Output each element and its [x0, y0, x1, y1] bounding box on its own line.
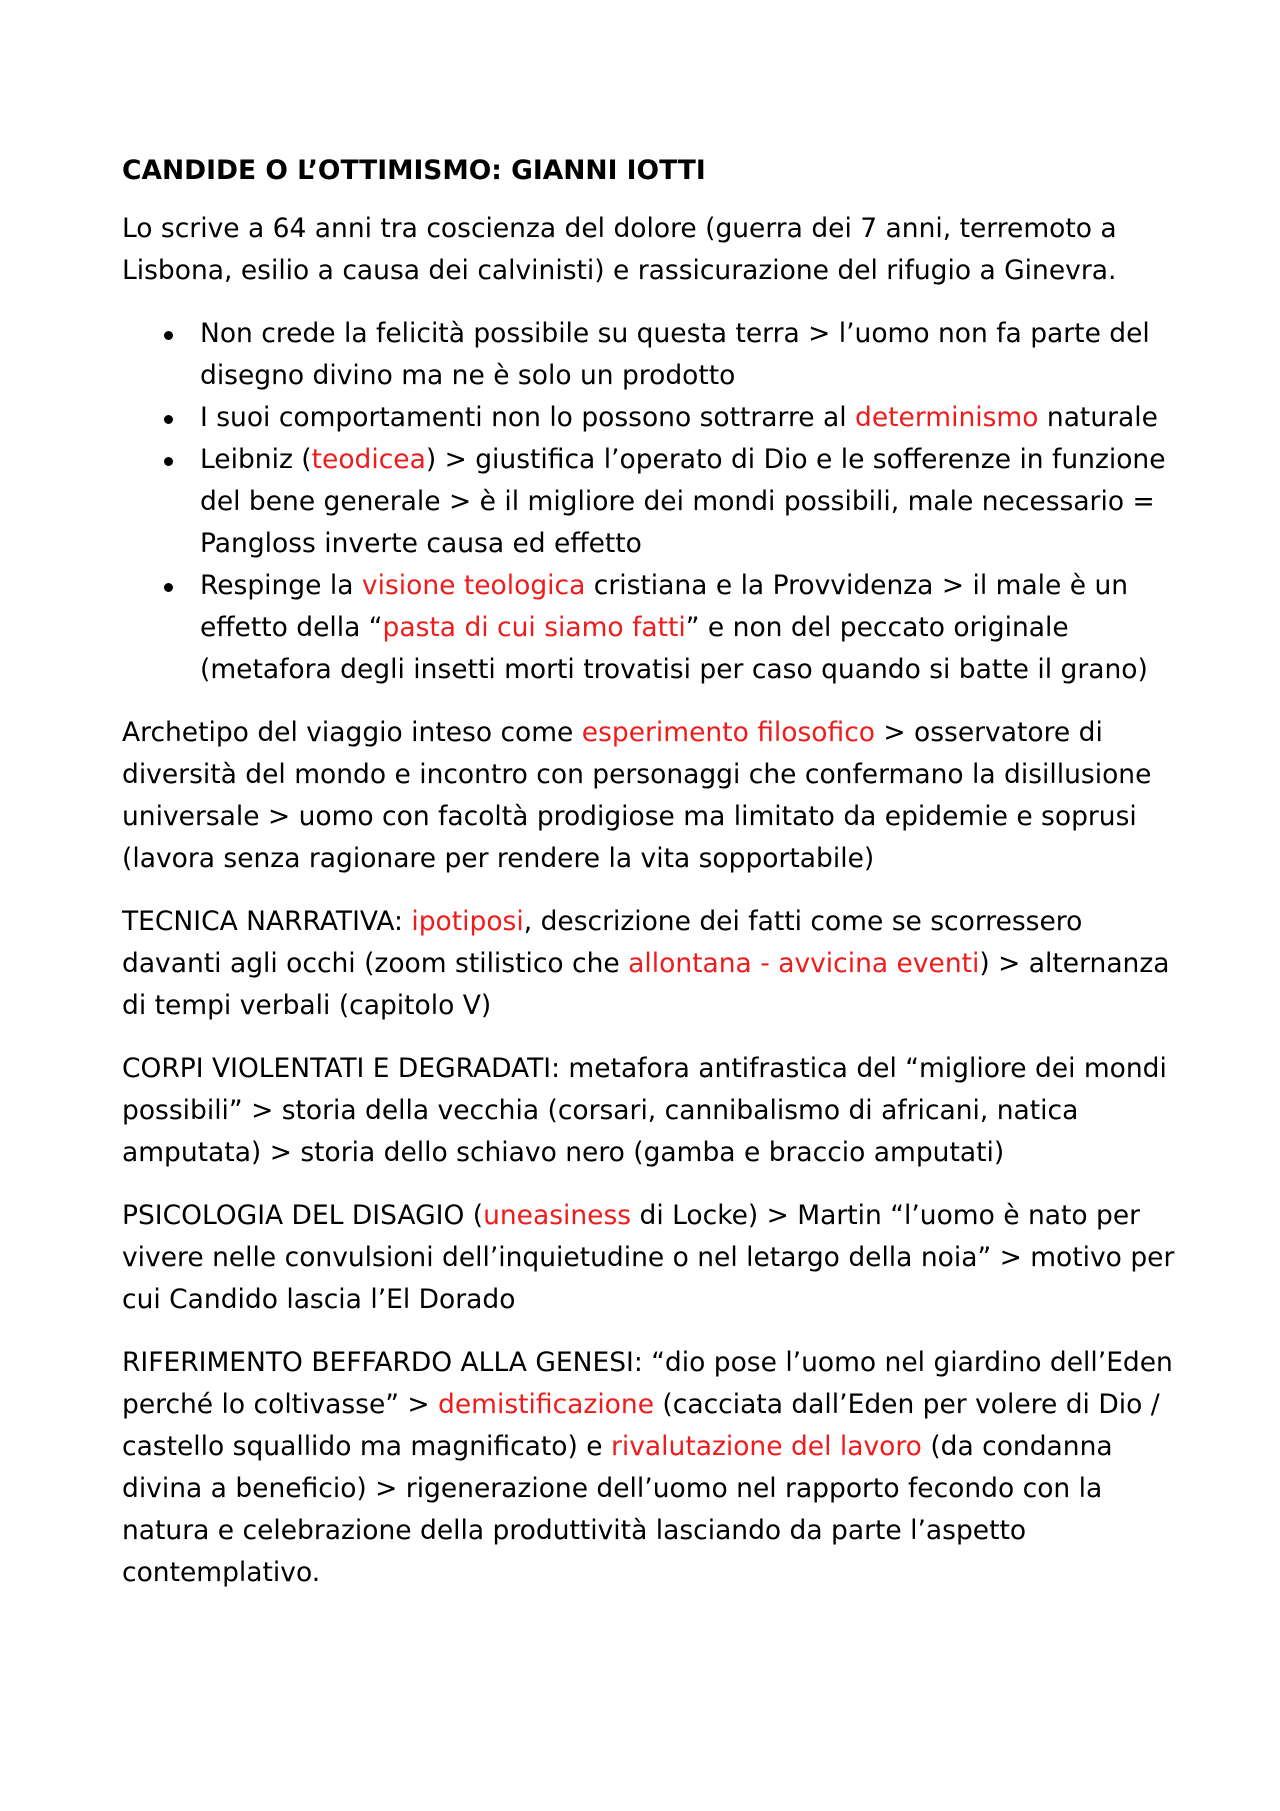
bullet-icon [164, 457, 173, 466]
bullet-text: Non crede la felicità possibile su questa terra > l’uomo non fa parte del disegno divino ma ne è solo un prodotto [200, 318, 1150, 391]
list-item [122, 439, 1182, 565]
bullet-list [122, 313, 1182, 691]
bullet-text: cristiana e la Provvidenza > il male è un effetto della “ [200, 570, 1129, 643]
document-page [122, 150, 1182, 1615]
document-title: CANDIDE O L’OTTIMISMO: GIANNI IOTTI [122, 155, 706, 186]
psicologia-paragraph [122, 1195, 1182, 1321]
highlight-term: visione teologica [361, 570, 586, 601]
paragraph-text: TECNICA NARRATIVA: [122, 906, 412, 937]
bullet-text: Leibniz ( [200, 444, 312, 475]
tecnica-narrativa-paragraph [122, 901, 1182, 1027]
highlight-term: uneasiness [483, 1200, 632, 1231]
paragraph-text: di Locke) > Martin “l’uomo è nato per vivere nelle convulsioni dell’inquietudine o nel letargo della noia” > motivo per cui Candido lascia l’El Dorado [122, 1200, 1175, 1315]
highlight-term: teodicea [311, 444, 426, 475]
highlight-term: ipotiposi [411, 906, 524, 937]
archetipo-paragraph [122, 712, 1182, 880]
bullet-text: Respinge la [200, 570, 362, 601]
intro-paragraph: Lo scrive a 64 anni tra coscienza del dolore (guerra dei 7 anni, terremoto a Lisbona, esilio a causa dei calvinisti) e rassicurazione del rifugio a Ginevra. [122, 213, 1117, 286]
paragraph-text: (da condanna divina a beneficio) > rigenerazione dell’uomo nel rapporto fecondo con la natura e celebrazione della produttività lasciando da parte l’aspetto contemplativo. [122, 1431, 1113, 1588]
bullet-icon [164, 331, 173, 340]
corpi-paragraph: CORPI VIOLENTATI E DEGRADATI: metafora antifrastica del “migliore dei mondi possibili” > storia della vecchia (corsari, cannibalismo di africani, natica amputata) > storia dello schiavo nero (gamba e braccio amputati) [122, 1053, 1167, 1168]
highlight-term: pasta di cui siamo fatti [382, 612, 686, 643]
paragraph-text: > osservatore di diversità del mondo e incontro con personaggi che confermano la disillusione universale > uomo con facoltà prodigiose ma limitato da epidemie e soprusi (lavora senza ragionare per rendere la vita sopportabile) [122, 717, 1152, 874]
highlight-term: allontana - avvicina eventi [628, 948, 980, 979]
highlight-term: rivalutazione del lavoro [610, 1431, 922, 1462]
paragraph-text: ) > alternanza di tempi verbali (capitolo V) [122, 948, 1170, 1021]
paragraph-text: (cacciata dall’Eden per volere di Dio / castello squallido ma magnificato) e [122, 1389, 1160, 1462]
bullet-text: ) > giustifica l’operato di Dio e le sofferenze in funzione del bene generale > è il migliore dei mondi possibili, male necessario = Pangloss inverte causa ed effetto [200, 444, 1166, 559]
bullet-icon [164, 583, 173, 592]
paragraph-text: , descrizione dei fatti come se scorressero davanti agli occhi (zoom stilistico che [122, 906, 1083, 979]
paragraph-text: Archetipo del viaggio inteso come [122, 717, 582, 748]
paragraph-text: RIFERIMENTO BEFFARDO ALLA GENESI: “dio pose l’uomo nel giardino dell’Eden perché lo coltivasse” > [122, 1347, 1173, 1420]
riferimento-paragraph [122, 1342, 1182, 1594]
highlight-term: demistificazione [438, 1389, 654, 1420]
highlight-term: esperimento filosofico [581, 717, 875, 748]
list-item [122, 397, 1182, 439]
bullet-text: ” e non del peccato originale (metafora degli insetti morti trovatisi per caso quando si batte il grano) [200, 612, 1148, 685]
list-item [122, 313, 1182, 397]
paragraph-text: PSICOLOGIA DEL DISAGIO ( [122, 1200, 484, 1231]
bullet-text: I suoi comportamenti non lo possono sottrarre al [200, 402, 856, 433]
bullet-icon [164, 415, 173, 424]
bullet-text: naturale [1038, 402, 1158, 433]
highlight-term: determinismo [855, 402, 1039, 433]
list-item [122, 565, 1182, 691]
